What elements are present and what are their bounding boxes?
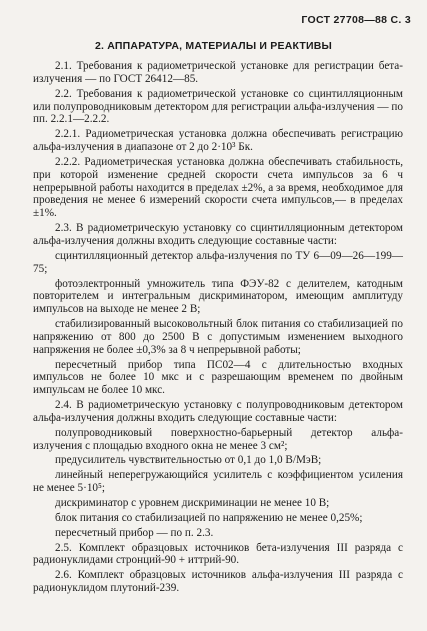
paragraph-2-4: 2.4. В радиометрическую установку с полупроводниковым детектором альфа-излучения должны входить следующие составные части: <box>33 399 403 424</box>
list-item: дискриминатор с уровнем дискриминации не менее 10 В; <box>55 497 330 509</box>
list-item: полупроводниковый поверхностно-барьерный детектор альфа-излучения с площадью входного окна не менее 3 см²; <box>33 426 403 452</box>
list-item: линейный неперегружающийся усилитель с коэффициентом усиления не менее 5·10⁵; <box>33 469 403 495</box>
page-header: ГОСТ 27708—88 С. 3 <box>301 14 411 26</box>
paragraph-2-2-2: 2.2.2. Радиометрическая установка должна обеспечивать стабильность, при которой изменение средней скорости счета импульсов за 6 ч непрерывной работы находится в пределах ±2%, а за время, необходимое для проведения не менее 6 измерений скорости счета импульсов,— в пределах ±1%. <box>33 155 403 220</box>
section-title: 2. АППАРАТУРА, МАТЕРИАЛЫ И РЕАКТИВЫ <box>95 40 332 52</box>
section-body <box>33 60 403 597</box>
list-item: пересчетный прибор — по п. 2.3. <box>55 526 214 539</box>
list-item: фотоэлектронный умножитель типа ФЭУ-82 с делителем, катодным повторителем и интегральным дискриминатором, имеющим амплитуду импульсов на выходе не менее 2 В; <box>33 277 403 316</box>
list-item: пересчетный прибор типа ПС02—4 с длительностью входных импульсов не более 10 мкс и с разрешающим временем по двойным импульсам не более 10 мкс. <box>33 358 403 397</box>
paragraph-2-5: 2.5. Комплект образцовых источников бета-излучения III разряда с радионуклидами стронций-90 + иттрий-90. <box>33 541 403 567</box>
paragraph-2-3: 2.3. В радиометрическую установку со сцинтилляционным детектором альфа-излучения должны входить следующие составные части: <box>33 222 403 247</box>
paragraph-2-6: 2.6. Комплект образцовых источников альфа-излучения III разряда с радионуклидом плутоний-239. <box>33 569 403 595</box>
list-item: стабилизированный высоковольтный блок питания со стабилизацией по напряжению от 800 до 2500 В с допустимым изменением выходного напряжения не более ±0,3% за 8 ч непрерывной работы; <box>33 318 403 356</box>
list-item: предусилитель чувствительностью от 0,1 до 1,0 В/МэВ; <box>55 454 322 467</box>
paragraph-2-1: 2.1. Требования к радиометрической установке для регистрации бета-излучения — по ГОСТ 26412—85. <box>33 60 403 85</box>
paragraph-2-2: 2.2. Требования к радиометрической установке со сцинтилляционным или полупроводниковым детектором для регистрации альфа-излучения — по пп. 2.2.1—2.2.2. <box>33 87 403 126</box>
paragraph-2-2-1: 2.2.1. Радиометрическая установка должна обеспечивать регистрацию альфа-излучения в диапазоне от 2 до 2·10³ Бк. <box>33 128 403 154</box>
list-item: блок питания со стабилизацией по напряжению не менее 0,25%; <box>55 511 363 524</box>
list-item: сцинтилляционный детектор альфа-излучения по ТУ 6—09—26—199—75; <box>33 249 403 275</box>
